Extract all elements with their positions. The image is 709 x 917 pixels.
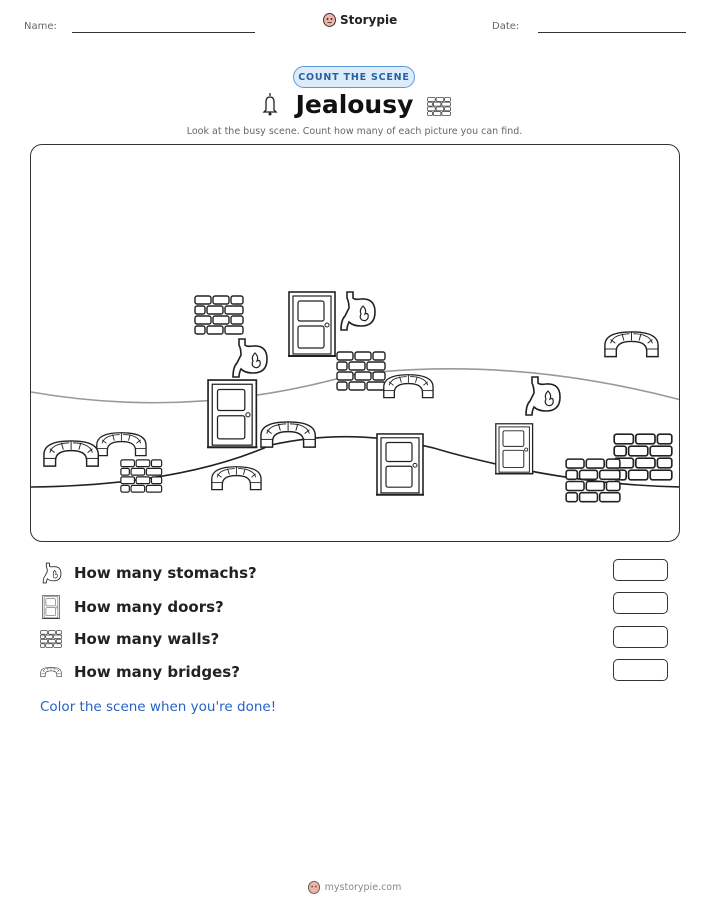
stomach-icon [40,562,62,584]
wall-1 [195,296,243,334]
bridge-6 [212,467,261,490]
brand-name: Storypie [340,12,398,27]
door-4 [495,424,533,474]
bridge-icon [40,662,62,682]
question-text: How many bridges? [74,663,240,681]
page-title: Jealousy [295,90,414,119]
name-line[interactable] [72,32,255,33]
stomach-1 [341,292,375,330]
question-text: How many doors? [74,598,224,616]
bridge-1 [384,375,433,398]
bridge-5 [44,441,98,466]
activity-badge: COUNT THE SCENE [293,66,415,88]
bridge-2 [605,332,658,357]
door-icon [40,595,62,619]
question-text: How many walls? [74,630,220,648]
answer-box-walls[interactable] [613,626,668,648]
wall-4 [614,434,672,480]
date-label: Date: [492,21,520,32]
pie-mascot-icon [323,12,336,27]
wall-icon [40,629,62,649]
stomach-2 [233,339,267,377]
wall-3 [121,460,162,492]
pie-mascot-icon [308,880,320,894]
bridge-4 [97,433,146,456]
color-instruction: Color the scene when you're done! [40,699,277,715]
door-1 [288,292,336,356]
date-line[interactable] [538,32,686,33]
answer-box-bridges[interactable] [613,659,668,681]
bridge-3 [261,422,315,447]
instructions: Look at the busy scene. Count how many of each picture you can find. [186,126,523,137]
footer [0,880,709,894]
wall-2 [337,352,385,390]
wall-icon [427,97,451,116]
door-2 [207,380,257,447]
brand-logo [323,12,397,27]
question-bridges [40,662,240,682]
question-doors [40,595,224,619]
door-3 [376,434,424,495]
footer-url[interactable]: mystorypie.com [324,881,402,893]
busy-scene[interactable] [30,144,680,542]
answer-box-doors[interactable] [613,592,668,614]
bell-icon [262,92,278,116]
question-text: How many stomachs? [74,564,257,582]
question-stomachs [40,562,257,584]
name-label: Name: [24,21,57,32]
question-walls [40,629,219,649]
stomach-3 [526,377,560,415]
scene-illustration [31,145,680,542]
answer-box-stomachs[interactable] [613,559,668,581]
